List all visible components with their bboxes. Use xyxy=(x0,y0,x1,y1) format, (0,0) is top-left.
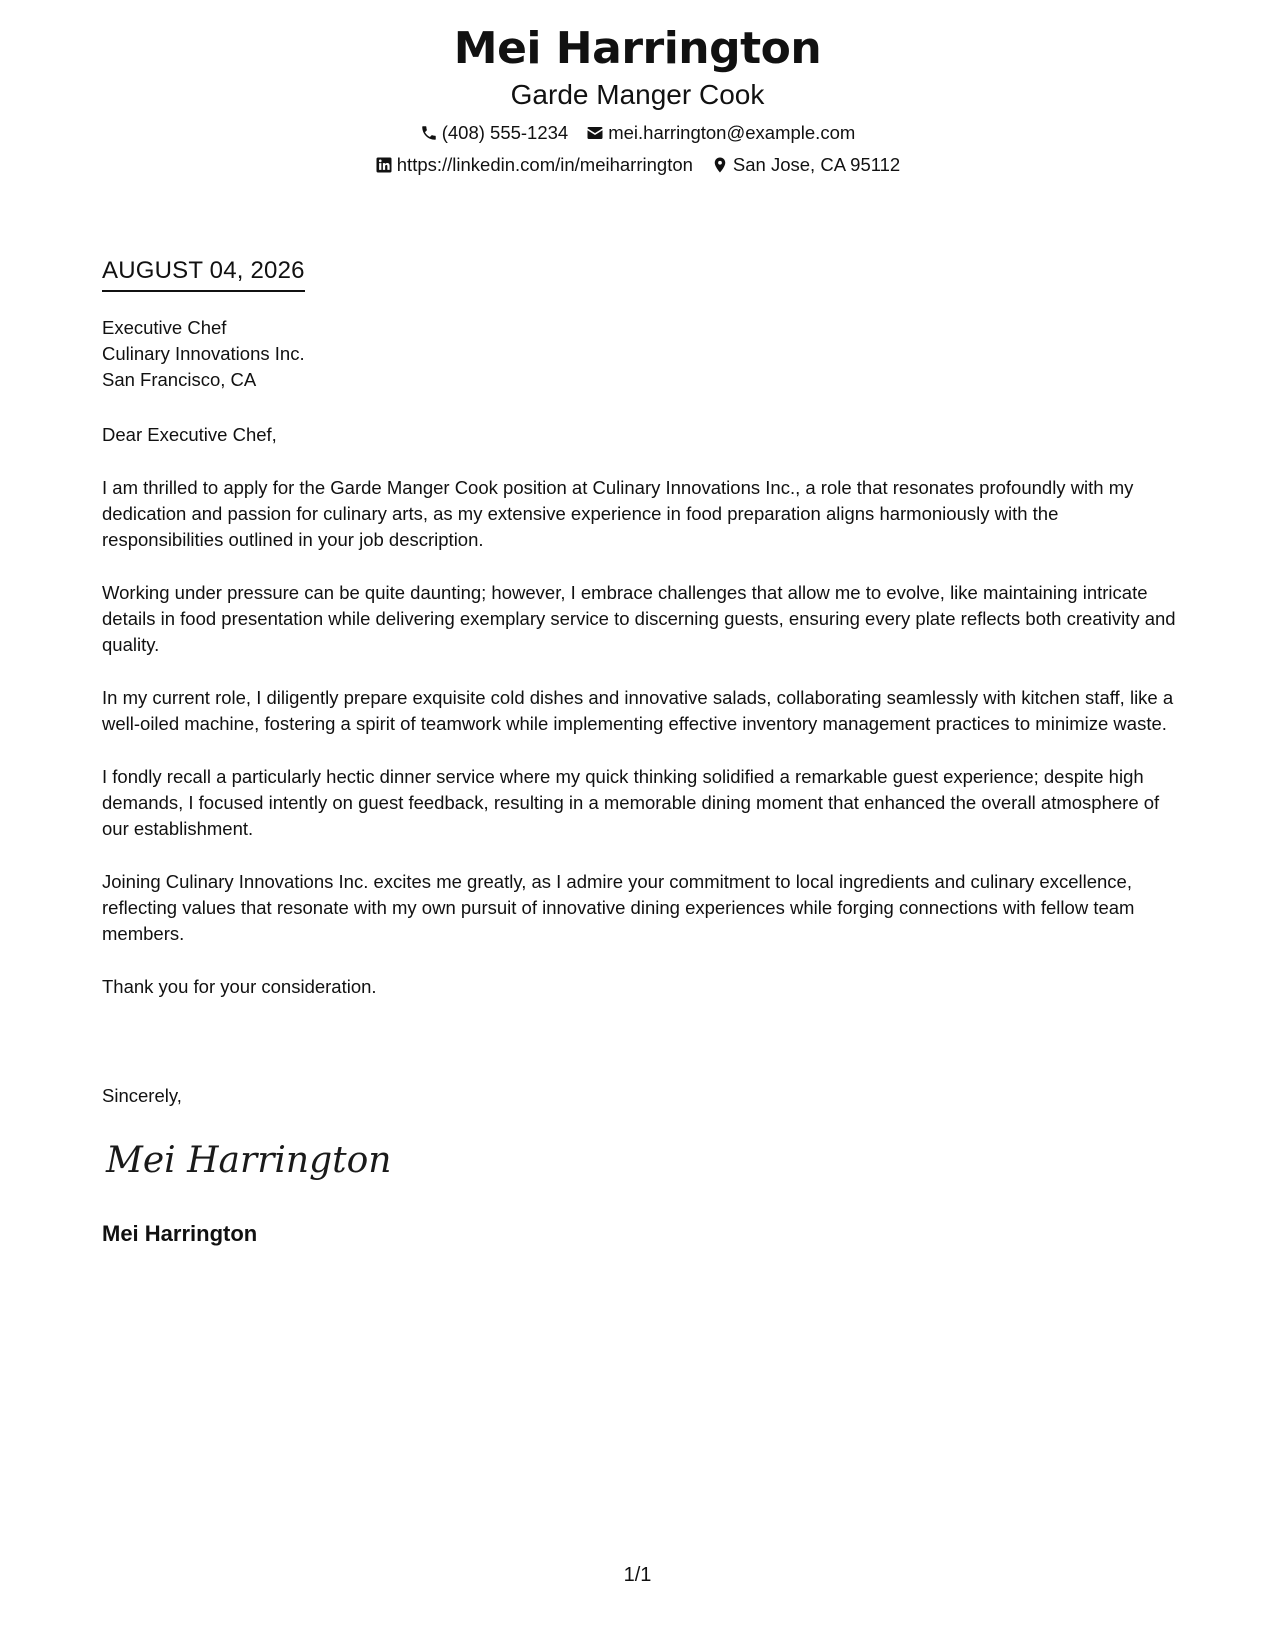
body-paragraph: I fondly recall a particularly hectic dinner service where my quick thinking solidified a remarkable guest experience; despite high demands, I focused intently on guest feedback, resulting in a memorable dining moment that enhanced the overall atmosphere of our establishment. xyxy=(102,766,1160,839)
contact-email[interactable] xyxy=(586,121,855,145)
recipient-title: Executive Chef xyxy=(102,317,227,338)
linkedin-icon xyxy=(375,156,393,174)
body-paragraph: Working under pressure can be quite daunting; however, I embrace challenges that allow me to evolve, like maintaining intricate details in food presentation while delivering exemplary service to discerning guests, ensuring every plate reflects both creativity and quality. xyxy=(102,582,1176,655)
contact-row-primary xyxy=(0,121,1275,145)
contact-row-secondary xyxy=(0,153,1275,177)
email-text: mei.harrington@example.com xyxy=(608,122,856,143)
salutation: Dear Executive Chef, xyxy=(102,424,277,445)
applicant-name: Mei Harrington xyxy=(453,23,822,74)
applicant-role: Garde Manger Cook xyxy=(510,79,765,110)
contact-phone xyxy=(420,121,569,145)
body-paragraph: I am thrilled to apply for the Garde Manger Cook position at Culinary Innovations Inc., a role that resonates profoundly with my dedication and passion for culinary arts, as my extensive experience in food preparation aligns harmoniously with the responsibilities outlined in your job description. xyxy=(102,477,1134,550)
closing: Sincerely, xyxy=(102,1085,182,1106)
body-paragraph: Joining Culinary Innovations Inc. excites me greatly, as I admire your commitment to local ingredients and culinary excellence, reflecting values that resonate with my own pursuit of innovative dining experiences while forging connections with fellow team members. xyxy=(102,871,1135,944)
page-number: 1/1 xyxy=(623,1564,652,1586)
recipient-location: San Francisco, CA xyxy=(102,369,257,390)
handwritten-signature xyxy=(102,1132,392,1188)
map-marker-icon xyxy=(711,156,729,174)
letter-header xyxy=(0,22,1275,177)
contact-linkedin[interactable] xyxy=(375,153,693,177)
recipient-company: Culinary Innovations Inc. xyxy=(102,343,305,364)
letter-date: AUGUST 04, 2026 xyxy=(102,256,305,292)
recipient-block xyxy=(102,315,305,393)
linkedin-text: https://linkedin.com/in/meiharrington xyxy=(396,154,693,175)
signed-name: Mei Harrington xyxy=(102,1221,258,1246)
contact-location xyxy=(711,153,900,177)
phone-text: (408) 555-1234 xyxy=(441,122,569,143)
envelope-icon xyxy=(586,124,604,142)
location-text: San Jose, CA 95112 xyxy=(732,154,901,175)
signature-text: Mei Harrington xyxy=(106,1140,392,1181)
body-paragraph: In my current role, I diligently prepare exquisite cold dishes and innovative salads, collaborating seamlessly with kitchen staff, like a well-oiled machine, fostering a spirit of teamwork while implementing effective inventory management practices to minimize waste. xyxy=(102,687,1174,734)
body-paragraph: Thank you for your consideration. xyxy=(102,976,377,997)
phone-icon xyxy=(420,124,438,142)
letter-body xyxy=(102,422,1177,1027)
